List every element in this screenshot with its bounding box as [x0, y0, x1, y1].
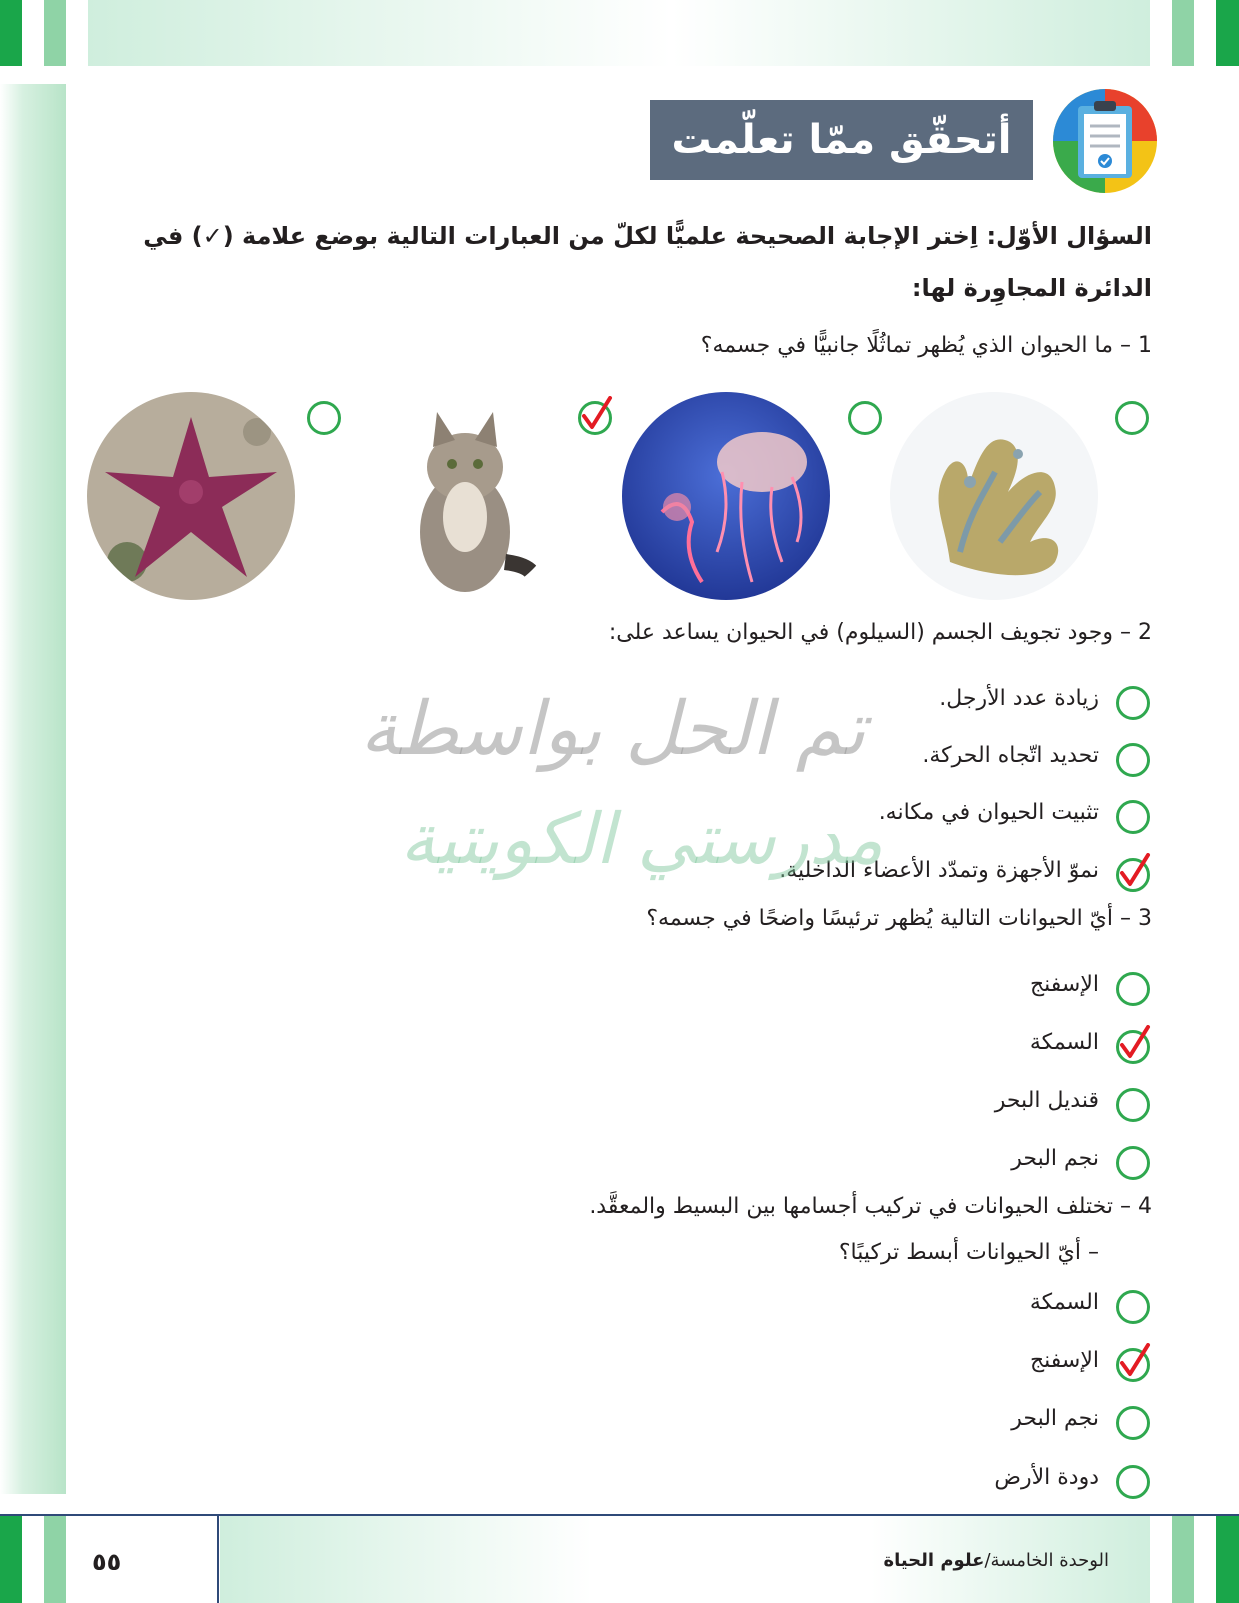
coral-photo [890, 392, 1098, 600]
footer-unit-title [883, 1550, 1109, 1571]
q3-option-4-label: نجم البحر [1011, 1146, 1099, 1171]
question-2-text: 2 – وجود تجويف الجسم (السيلوم) في الحيوان يساعد على: [608, 620, 1152, 645]
question-3-text: 3 – أيّ الحيوانات التالية يُظهر ترئيسًا واضحًا في جسمه؟ [646, 906, 1152, 931]
clipboard-checklist-icon [1050, 86, 1160, 196]
section-title: أتحقّق ممّا تعلّمت [671, 117, 1012, 163]
q3-option-3-label: قنديل البحر [994, 1088, 1099, 1113]
q2-option-1-label: زيادة عدد الأرجل. [939, 686, 1099, 711]
q2-option-3-circle[interactable] [1116, 800, 1150, 834]
cat-photo [355, 392, 563, 600]
q3-option-1-circle[interactable] [1116, 972, 1150, 1006]
page-number: ٥٥ [92, 1548, 122, 1576]
section-title-box [650, 100, 1033, 180]
q4-option-4-circle[interactable] [1116, 1465, 1150, 1499]
q1-option-starfish-circle[interactable] [307, 401, 341, 435]
q2-option-4-circle[interactable] [1116, 858, 1150, 892]
q1-option-cat-circle[interactable] [578, 401, 612, 435]
q4-option-4-label: دودة الأرض [994, 1465, 1099, 1490]
top-decorative-band [0, 0, 1239, 66]
footer-divider [217, 1514, 219, 1603]
q3-option-4-circle[interactable] [1116, 1146, 1150, 1180]
question-instruction: السؤال الأوّل: اِختر الإجابة الصحيحة علميًّا لكلّ من العبارات التالية بوضع علامة (✓) في الدائرة المجاوِرة لها: [143, 222, 1152, 302]
footer-unit-name: علوم الحياة [883, 1550, 985, 1571]
q1-option-coral-circle[interactable] [1115, 401, 1149, 435]
q4-option-1-label: السمكة [1029, 1290, 1099, 1315]
watermark-line-1: تم الحل بواسطة [360, 686, 866, 772]
q2-option-1-circle[interactable] [1116, 686, 1150, 720]
question-4-subtext: – أيّ الحيوانات أبسط تركيبًا؟ [838, 1240, 1099, 1265]
question-4-text: 4 – تختلف الحيوانات في تركيب أجسامها بين البسيط والمعقَّد. [589, 1194, 1152, 1219]
q4-option-3-circle[interactable] [1116, 1406, 1150, 1440]
q3-option-3-circle[interactable] [1116, 1088, 1150, 1122]
footer-unit-label: الوحدة الخامسة/ [984, 1550, 1109, 1571]
watermark-line-2: مدرستي الكويتية [400, 798, 884, 880]
left-decorative-strip [0, 84, 66, 1494]
jellyfish-photo [622, 392, 830, 600]
q2-option-2-circle[interactable] [1116, 743, 1150, 777]
footer-top-line [0, 1514, 1239, 1516]
q3-option-2-label: السمكة [1029, 1030, 1099, 1055]
q2-option-2-label: تحديد اتّجاه الحركة. [922, 743, 1099, 768]
question-1-text: 1 – ما الحيوان الذي يُظهر تماثُلًا جانبيًّا في جسمه؟ [700, 333, 1152, 358]
q2-option-4-label: نموّ الأجهزة وتمدّد الأعضاء الداخلية. [779, 858, 1099, 883]
starfish-photo [87, 392, 295, 600]
q3-option-1-label: الإسفنج [1029, 972, 1099, 997]
q4-option-3-label: نجم البحر [1011, 1406, 1099, 1431]
q1-option-jellyfish-circle[interactable] [848, 401, 882, 435]
q4-option-1-circle[interactable] [1116, 1290, 1150, 1324]
q2-option-3-label: تثبيت الحيوان في مكانه. [878, 800, 1099, 825]
q4-option-2-circle[interactable] [1116, 1348, 1150, 1382]
q3-option-2-circle[interactable] [1116, 1030, 1150, 1064]
q4-option-2-label: الإسفنج [1029, 1348, 1099, 1373]
